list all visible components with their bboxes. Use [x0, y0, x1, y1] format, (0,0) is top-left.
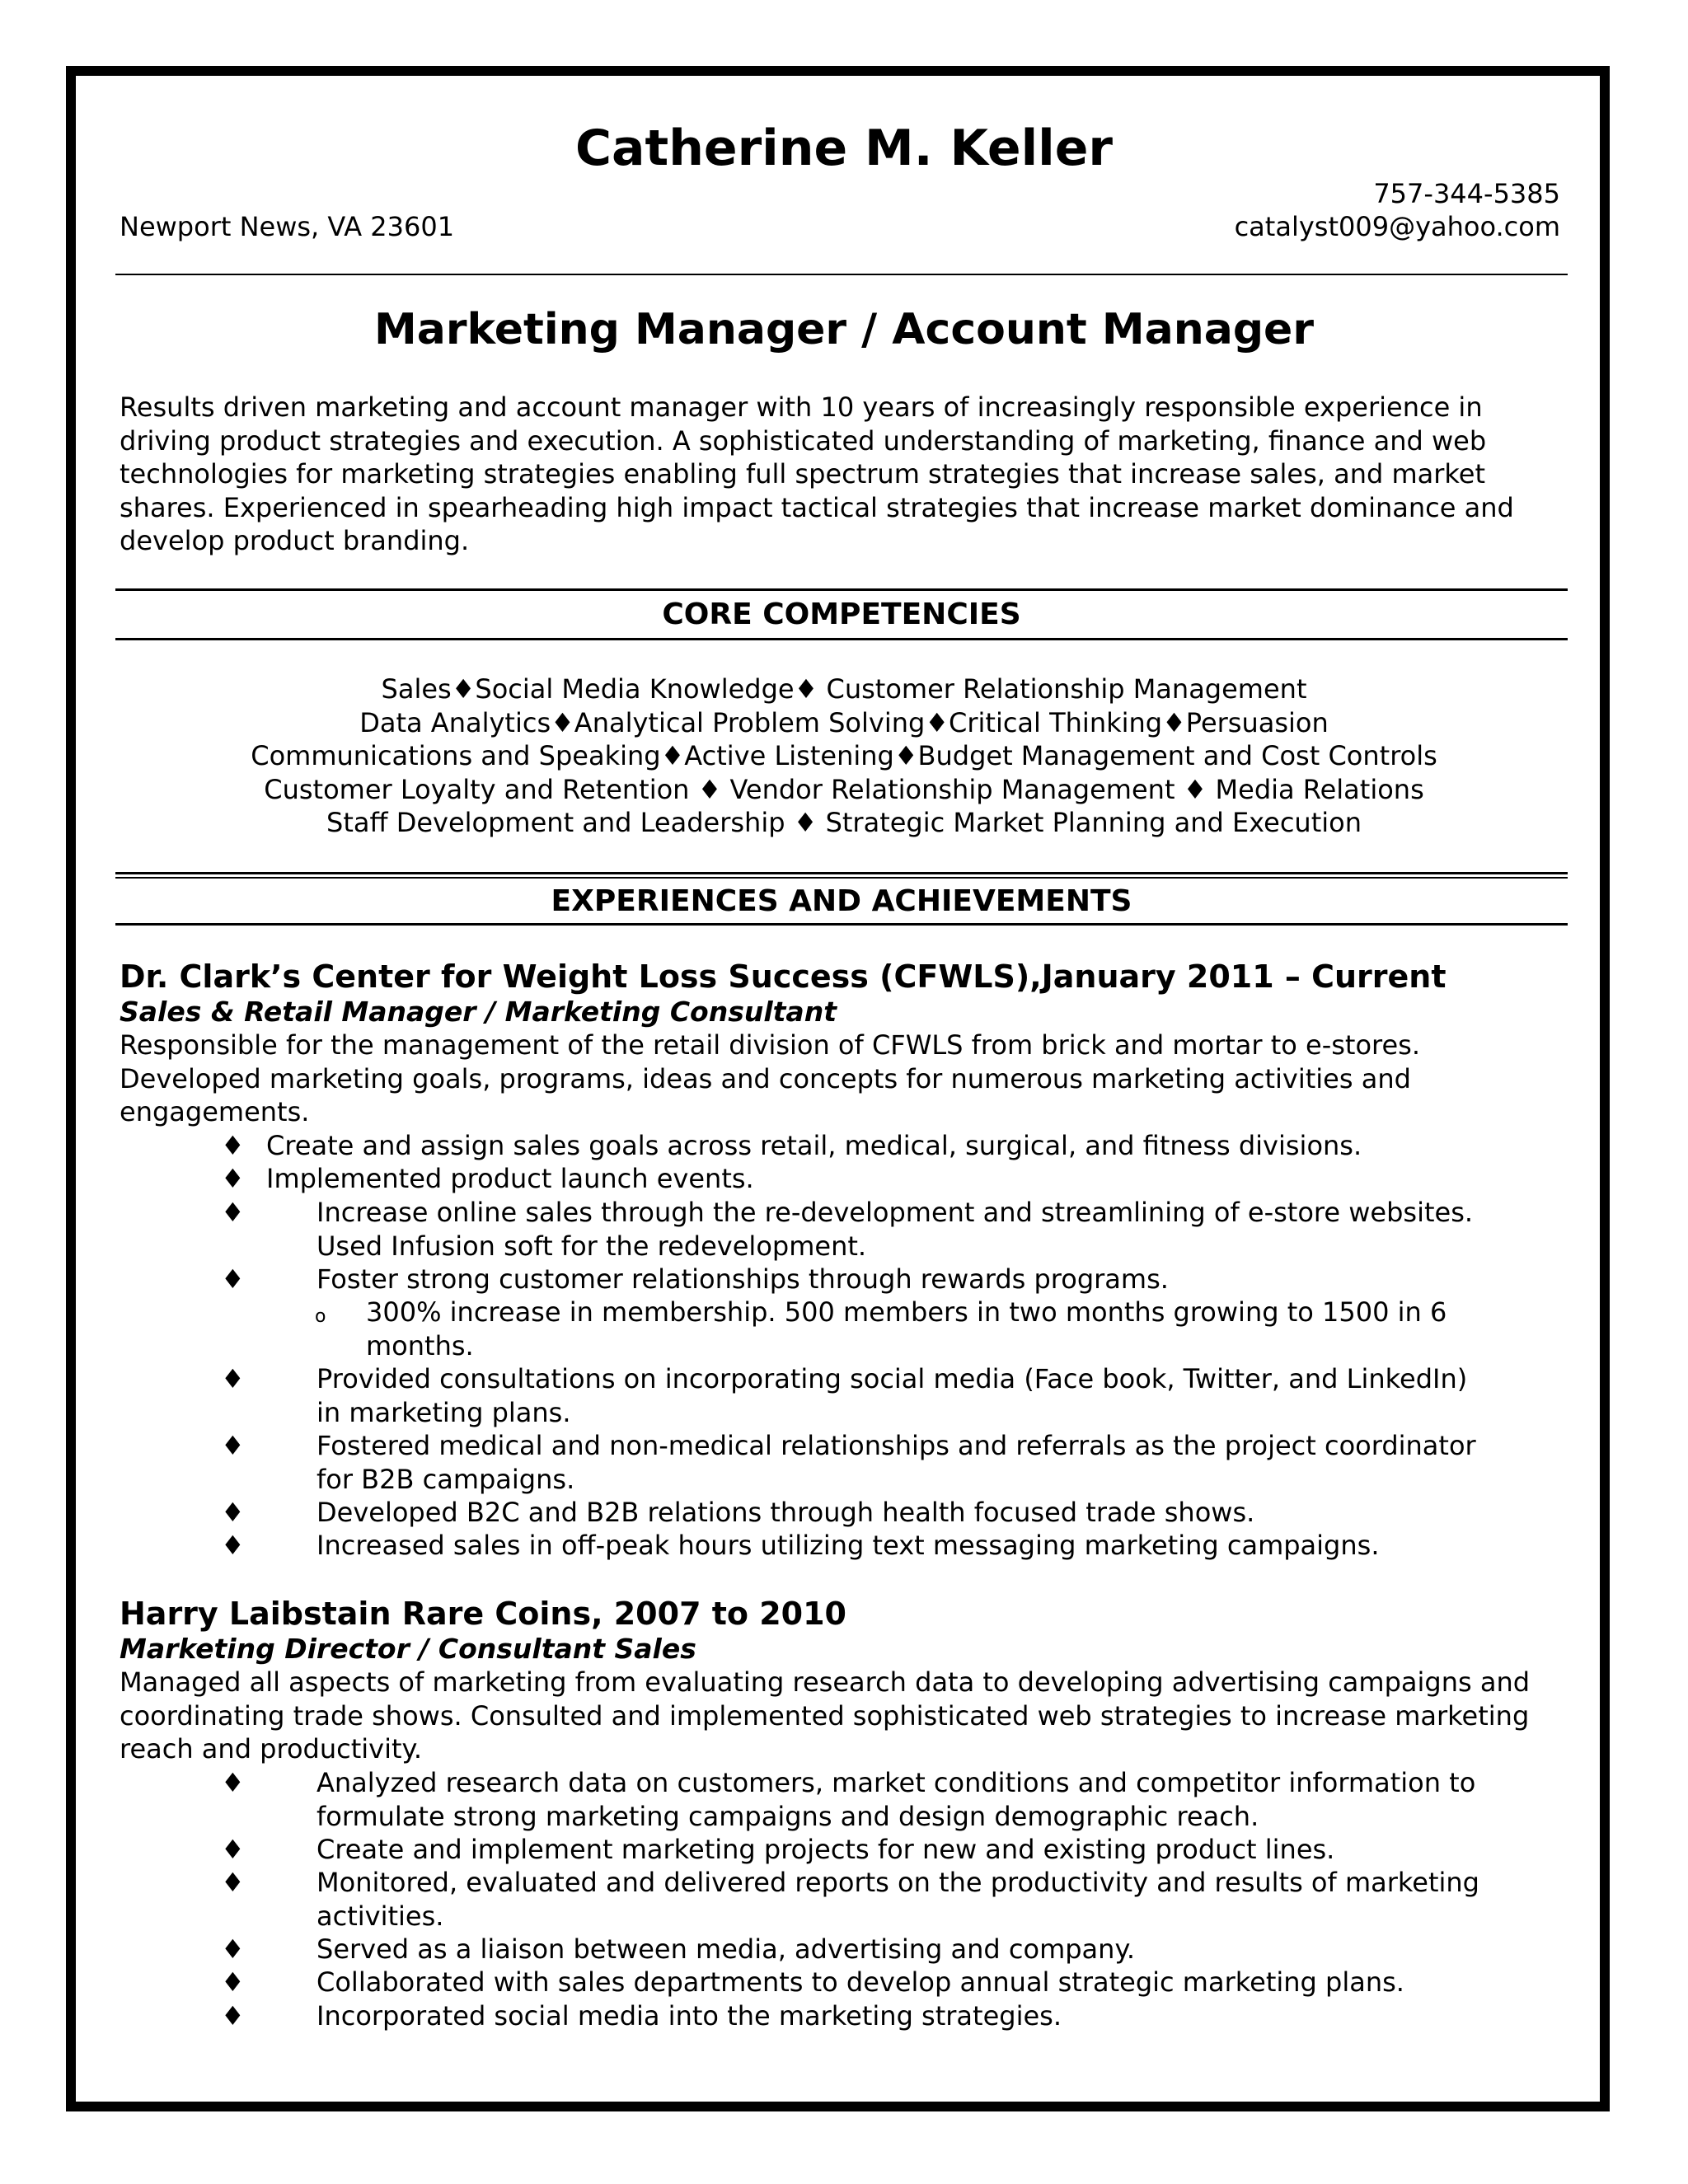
- diamond-bullet-icon: ♦: [221, 1263, 245, 1295]
- experience-heading: EXPERIENCES AND ACHIEVEMENTS: [551, 884, 1132, 918]
- competency-line: Staff Development and Leadership ♦ Strategic Market Planning and Execution: [326, 807, 1362, 838]
- headline: Marketing Manager / Account Manager: [374, 305, 1314, 354]
- job-description-cfwls: Responsible for the management of the retail division of CFWLS from brick and mortar to e-stores. Developed marketing goals, programs, ideas and concepts for numerous marketing activities and engagements.: [120, 1029, 1421, 1127]
- summary-paragraph: Results driven marketing and account manager with 10 years of increasingly responsible experience in driving product strategies and execution. A sophisticated understanding of marketing, finance and web technologies for marketing strategies enabling full spectrum strategies that increase sales, and market shares. Experienced in spearheading high impact tactical strategies that increase market dominance and develop product branding.: [120, 391, 1514, 556]
- job-title-cfwls: Dr. Clark’s Center for Weight Loss Success (CFWLS),January 2011 – Current: [120, 958, 1447, 995]
- header-divider: [115, 274, 1568, 275]
- job-title-harry-laibstain: Harry Laibstain Rare Coins, 2007 to 2010: [120, 1596, 846, 1632]
- diamond-bullet-icon: ♦: [221, 1163, 245, 1194]
- job-description-harry-laibstain: Managed all aspects of marketing from evaluating research data to developing advertising campaigns and coordinating trade shows. Consulted and implemented sophisticated web strategies to increase marketing reach and productivity.: [120, 1666, 1531, 1765]
- diamond-bullet-icon: ♦: [221, 1767, 245, 1798]
- diamond-bullet-icon: ♦: [221, 1834, 245, 1865]
- phone-number: 757-344-5385: [1373, 178, 1560, 209]
- diamond-bullet-icon: ♦: [221, 1530, 245, 1561]
- competency-line: Communications and Speaking♦Active Listening♦Budget Management and Cost Controls: [251, 740, 1437, 771]
- diamond-bullet-icon: ♦: [221, 1867, 245, 1898]
- competency-line: Sales♦Social Media Knowledge♦ Customer Relationship Management: [381, 673, 1307, 705]
- experience-bottom-rule: [115, 923, 1568, 926]
- candidate-name: Catherine M. Keller: [574, 120, 1113, 177]
- job-role-harry-laibstain: Marketing Director / Consultant Sales: [120, 1633, 696, 1665]
- diamond-bullet-icon: ♦: [221, 1933, 245, 1965]
- competencies-bottom-rule: [115, 638, 1568, 640]
- experience-top-rule-1: [115, 872, 1568, 874]
- circle-bullet-icon: o: [315, 1306, 326, 1327]
- diamond-bullet-icon: ♦: [221, 1197, 245, 1228]
- location: Newport News, VA 23601: [120, 211, 455, 242]
- diamond-bullet-icon: ♦: [221, 1130, 245, 1161]
- diamond-bullet-icon: ♦: [221, 2000, 245, 2032]
- diamond-bullet-icon: ♦: [221, 1497, 245, 1528]
- experience-top-rule-2: [115, 877, 1568, 879]
- diamond-bullet-icon: ♦: [221, 1966, 245, 1998]
- diamond-bullet-icon: ♦: [221, 1430, 245, 1461]
- competency-line: Data Analytics♦Analytical Problem Solving♦Critical Thinking♦Persuasion: [359, 706, 1329, 738]
- diamond-bullet-icon: ♦: [221, 1363, 245, 1394]
- email-address: catalyst009@yahoo.com: [1234, 211, 1560, 242]
- competency-line: Customer Loyalty and Retention ♦ Vendor Relationship Management ♦ Media Relations: [264, 773, 1424, 805]
- competencies-list: [0, 673, 1688, 840]
- job-role-cfwls: Sales & Retail Manager / Marketing Consultant: [120, 996, 837, 1028]
- competencies-heading: CORE COMPETENCIES: [662, 598, 1021, 631]
- competencies-top-rule: [115, 588, 1568, 591]
